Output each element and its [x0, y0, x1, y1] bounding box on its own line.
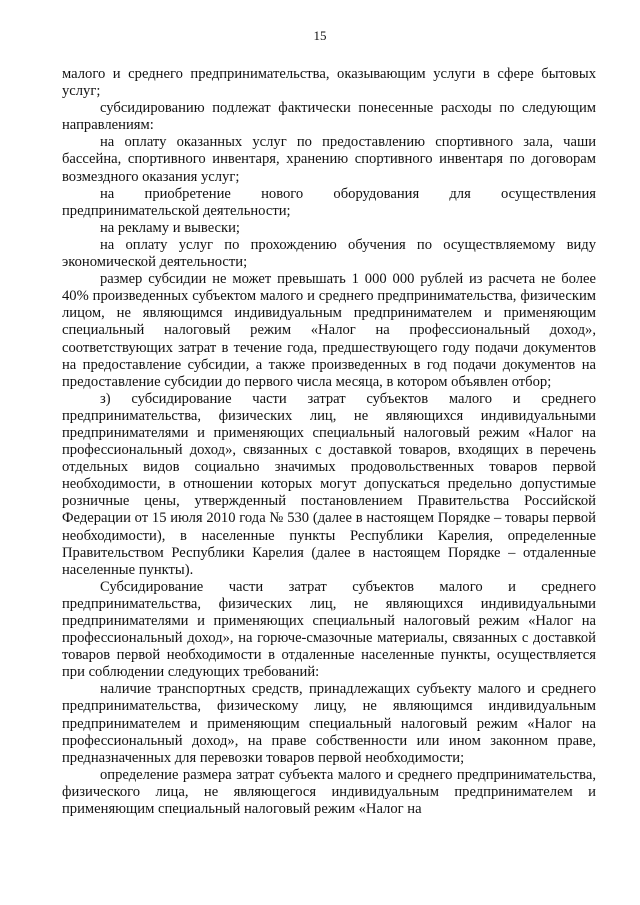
page-number: 15: [313, 28, 327, 43]
paragraph-fuel-subsidy: Субсидирование части затрат субъектов малого и среднего предпринимательства, физических лиц, не являющихся индивидуальными предпринимателями и применяющих специальный налоговый режим «Налог на профессиональный доход», на горюче-смазочные материалы, связанных с доставкой товаров первой необходимости в отдаленные населенные пункты, осуществляется при соблюдении следующих требований:: [62, 578, 596, 681]
paragraph-subsidy-size: размер субсидии не может превышать 1 000 000 рублей из расчета не более 40% произведенных субъектом малого и среднего предпринимательства, физическим лицом, не являющимся индивидуальным предпринимателем и применяющим специальный налоговый режим «Налог на профессиональный доход», соответствующих затрат в течение года, предшествующего году подачи документов на предоставление субсидии, а также произведенных в год подачи документов на предоставление субсидии до первого числа месяца, в котором объявлен отбор;: [62, 271, 596, 390]
paragraph-vehicles: наличие транспортных средств, принадлежащих субъекту малого и среднего предпринимательства, физическому лицу, не являющимся индивидуальным предпринимателем и применяющим специальный налоговый режим «Налог на профессиональный доход», на праве собственности или ином законном праве, предназначенных для перевозки товаров первой необходимости;: [62, 681, 596, 766]
paragraph-equipment: на приобретение нового оборудования для осуществления предпринимательской деятельности;: [62, 185, 596, 219]
paragraph-continuation: малого и среднего предпринимательства, оказывающим услуги в сфере бытовых услуг;: [62, 66, 596, 100]
paragraph-training: на оплату услуг по прохождению обучения по осуществляемому виду экономической деятельности;: [62, 236, 596, 271]
paragraph-cost-determination: определение размера затрат субъекта малого и среднего предпринимательства, физического лица, не являющегося индивидуальным предпринимателем и применяющим специальный налоговый режим «Налог на: [62, 766, 596, 818]
paragraph-advertising: на рекламу и вывески;: [100, 219, 240, 236]
paragraph-subsidy-expenses: субсидированию подлежат фактически понесенные расходы по следующим направлениям:: [62, 100, 596, 134]
paragraph-item-z: з) субсидирование части затрат субъектов малого и среднего предпринимательства, физических лиц, не являющихся индивидуальными предпринимателями и применяющих специальный налоговый режим «Налог на профессиональный доход», связанных с доставкой товаров, входящих в перечень отдельных видов социально значимых продовольственных товаров первой необходимости, в отношении которых могут допускаться предельно допустимые розничные цены, утвержденный постановлением Правительства Российской Федерации от 15 июля 2010 года № 530 (далее в настоящем Порядке – товары первой необходимости), в населенные пункты Республики Карелия, определенные Правительством Республики Карелия (далее в настоящем Порядке – отдаленные населенные пункты).: [62, 390, 596, 578]
document-body: [62, 66, 596, 818]
paragraph-sports-services: на оплату оказанных услуг по предоставлению спортивного зала, чаши бассейна, спортивного инвентаря, хранению спортивного инвентаря по договорам возмездного оказания услуг;: [62, 134, 596, 185]
